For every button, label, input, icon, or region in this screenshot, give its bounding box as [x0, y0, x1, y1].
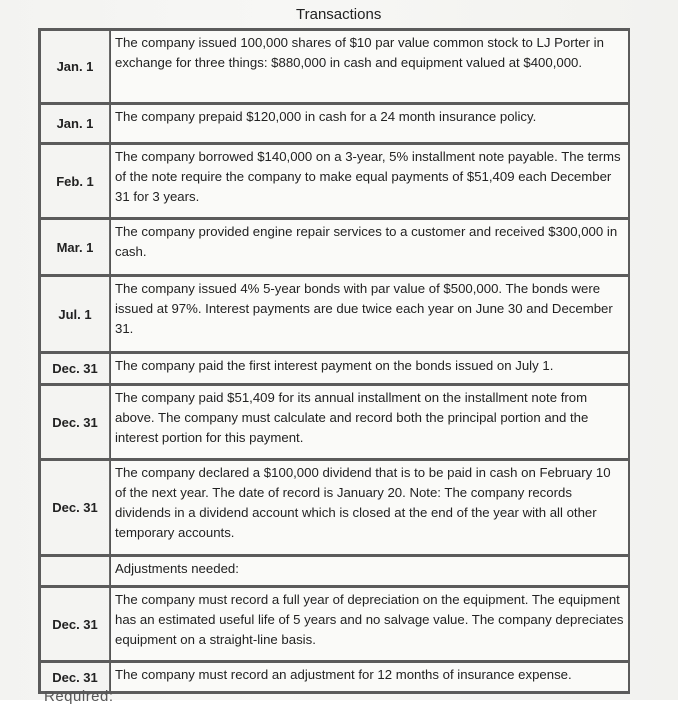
description-cell: The company prepaid $120,000 in cash for a 24 month insurance policy.: [110, 105, 630, 142]
description-cell: The company issued 100,000 shares of $10 par value common stock to LJ Porter in exchange for three things: $880,000 in cash and equipment valued at $400,000.: [110, 31, 630, 102]
table-row: [38, 386, 630, 461]
description-cell: The company must record a full year of depreciation on the equipment. The equipment has an estimated useful life of 5 years and no salvage value. The company depreciates equipment on a straight-line basis.: [110, 588, 630, 660]
date-cell: Mar. 1: [38, 220, 110, 274]
description-cell: The company paid $51,409 for its annual installment on the installment note from above. The company must calculate and record both the principal portion and the interest portion for this payment.: [110, 386, 630, 458]
table-row: [38, 663, 630, 694]
table-row: [38, 461, 630, 557]
date-cell: Dec. 31: [38, 588, 110, 660]
required-heading: Required:: [44, 688, 114, 705]
transactions-table: [38, 28, 630, 694]
date-cell: Dec. 31: [38, 386, 110, 458]
date-cell: Jul. 1: [38, 277, 110, 351]
description-cell: The company declared a $100,000 dividend that is to be paid in cash on February 10 of the next year. The date of record is January 20. Note: The company records dividends in a dividend account which is closed at the end of the year with all other temporary accounts.: [110, 461, 630, 554]
description-cell: The company issued 4% 5-year bonds with par value of $500,000. The bonds were issued at 97%. Interest payments are due twice each year on June 30 and December 31.: [110, 277, 630, 351]
description-cell: The company provided engine repair services to a customer and received $300,000 in cash.: [110, 220, 630, 274]
page-title: Transactions: [296, 6, 382, 23]
table-row: [38, 557, 630, 588]
table-row: [38, 588, 630, 663]
date-cell: Feb. 1: [38, 145, 110, 217]
table-row: [38, 105, 630, 145]
table-row: [38, 220, 630, 277]
table-row: [38, 28, 630, 105]
description-cell: The company paid the first interest payment on the bonds issued on July 1.: [110, 354, 630, 383]
date-cell: Jan. 1: [38, 105, 110, 142]
description-cell: The company must record an adjustment for 12 months of insurance expense.: [110, 663, 630, 691]
date-cell: [38, 557, 110, 585]
adjustments-heading: Adjustments needed:: [110, 557, 630, 585]
table-row: [38, 145, 630, 220]
table-row: [38, 354, 630, 386]
date-cell: Jan. 1: [38, 31, 110, 102]
date-cell: Dec. 31: [38, 354, 110, 383]
date-cell: Dec. 31: [38, 461, 110, 554]
description-cell: The company borrowed $140,000 on a 3-year, 5% installment note payable. The terms of the note require the company to make equal payments of $51,409 each December 31 for 3 years.: [110, 145, 630, 217]
date-cell: Dec. 31: [38, 663, 110, 691]
table-row: [38, 277, 630, 354]
